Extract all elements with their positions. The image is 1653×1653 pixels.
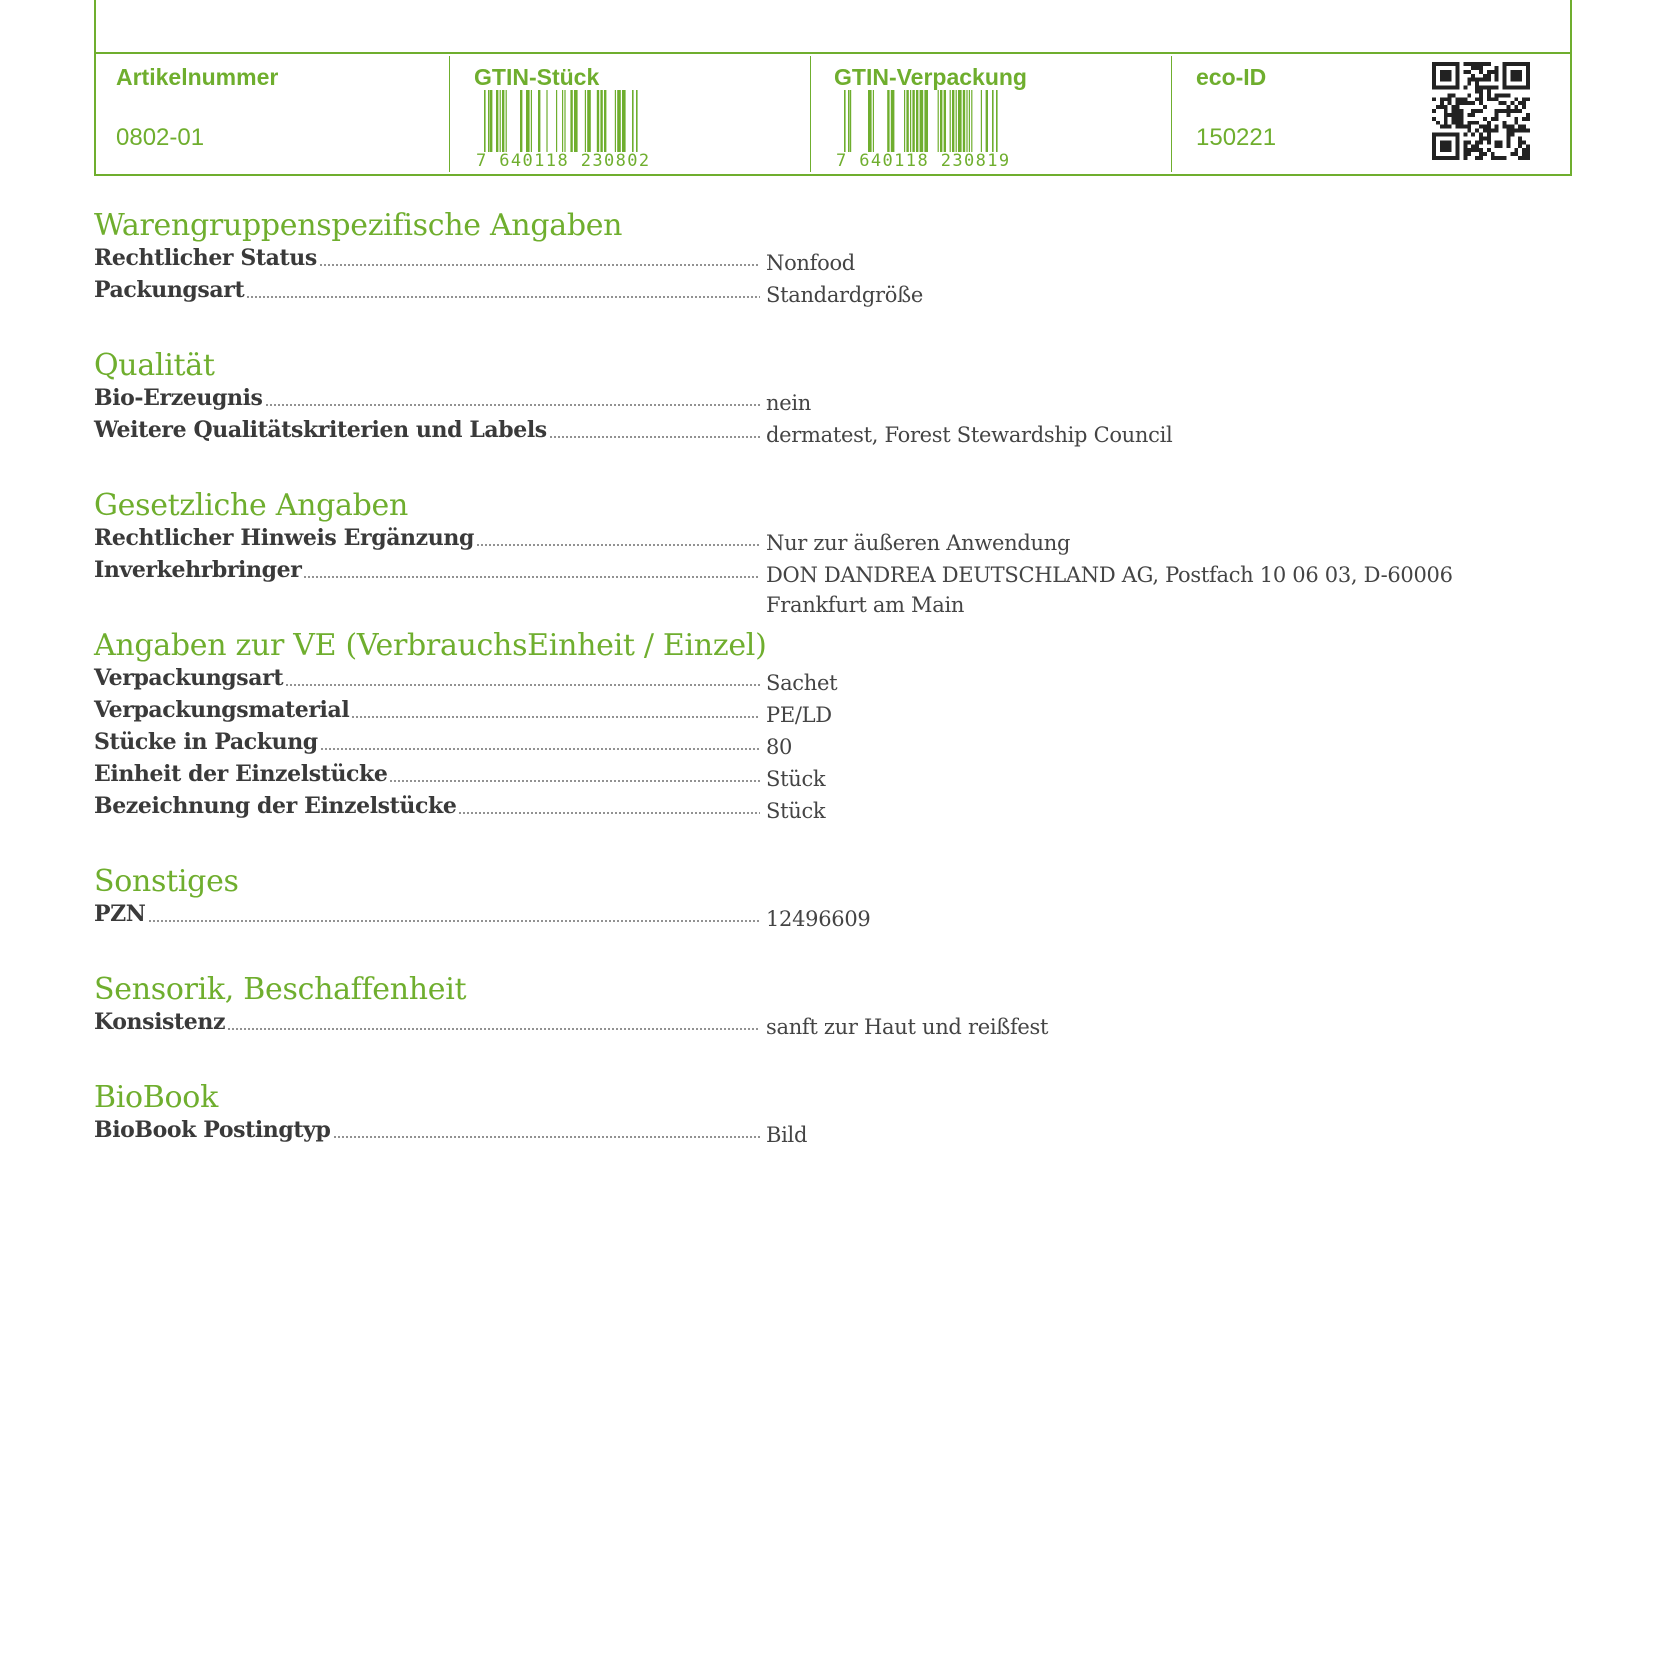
gtin-stueck-barcode <box>476 90 651 174</box>
spec-row <box>94 792 1554 824</box>
spec-value: Stück <box>766 767 826 791</box>
spec-key <box>94 384 760 412</box>
spec-value: dermatest, Forest Stewardship Council <box>766 423 1173 447</box>
dot-leader <box>285 682 760 688</box>
spec-row <box>94 384 1554 416</box>
gtin-stueck-barcode-number: 7 640118 230802 <box>476 151 651 171</box>
gtin-verpackung-barcode <box>836 90 1011 174</box>
section <box>94 1080 1554 1148</box>
eco-id-value: 150221 <box>1196 124 1277 151</box>
spec-value: Bild <box>766 1123 808 1147</box>
spec-key-label: BioBook Postingtyp <box>94 1117 331 1143</box>
gtin-verpackung-cell <box>814 54 1169 174</box>
spec-key <box>94 1008 760 1036</box>
spec-value: nein <box>766 391 811 415</box>
spec-row <box>94 900 1554 932</box>
dot-leader <box>303 574 760 580</box>
section-title: Sensorik, Beschaffenheit <box>94 972 467 1007</box>
section-title: BioBook <box>94 1080 218 1115</box>
spec-key <box>94 244 760 272</box>
dot-leader <box>227 1026 760 1032</box>
spec-sections <box>94 208 1554 1188</box>
section-title: Sonstiges <box>94 864 239 899</box>
header-column-divider <box>1171 56 1172 172</box>
artikelnummer-label: Artikelnummer <box>116 64 279 90</box>
dot-leader <box>389 778 760 784</box>
spec-key-label: Verpackungsart <box>94 665 284 691</box>
section <box>94 348 1554 448</box>
spec-key <box>94 664 760 692</box>
spec-key <box>94 760 760 788</box>
dot-leader <box>319 262 760 268</box>
dot-leader <box>148 918 760 924</box>
section-title: Angaben zur VE (VerbrauchsEinheit / Einzel) <box>94 628 767 663</box>
product-id-header <box>94 0 1572 176</box>
dot-leader <box>351 714 760 720</box>
spec-row <box>94 244 1554 276</box>
dot-leader <box>265 402 760 408</box>
spec-key-label: Weitere Qualitätskriterien und Labels <box>94 417 547 443</box>
eco-id-label: eco-ID <box>1196 64 1267 90</box>
spec-row <box>94 760 1554 792</box>
spec-value: sanft zur Haut und reißfest <box>766 1015 1049 1039</box>
spec-key <box>94 524 760 552</box>
artikelnummer-cell <box>96 54 446 174</box>
spec-row <box>94 524 1554 556</box>
spec-row <box>94 416 1554 448</box>
gtin-stueck-label: GTIN-Stück <box>474 64 600 90</box>
section <box>94 208 1554 308</box>
spec-key-label: Rechtlicher Hinweis Ergänzung <box>94 525 474 551</box>
spec-key-label: Konsistenz <box>94 1009 226 1035</box>
spec-value: Sachet <box>766 671 838 695</box>
spec-row <box>94 556 1554 617</box>
spec-key-label: PZN <box>94 901 146 927</box>
spec-row <box>94 728 1554 760</box>
spec-value: DON DANDREA DEUTSCHLAND AG, Postfach 10 06 03, D-60006 Frankfurt am Main <box>766 563 1453 617</box>
dot-leader <box>476 542 760 548</box>
spec-key-label: Packungsart <box>94 277 245 303</box>
spec-row <box>94 696 1554 728</box>
spec-row <box>94 276 1554 308</box>
spec-value: Nur zur äußeren Anwendung <box>766 531 1071 555</box>
section-title: Qualität <box>94 348 215 383</box>
spec-value: 12496609 <box>766 907 871 931</box>
spec-key <box>94 1116 760 1144</box>
spec-key <box>94 696 760 724</box>
section <box>94 628 1554 824</box>
gtin-verpackung-barcode-number: 7 640118 230819 <box>836 151 1011 171</box>
spec-key <box>94 556 760 584</box>
spec-row <box>94 1008 1554 1040</box>
spec-key-label: Bio-Erzeugnis <box>94 385 263 411</box>
section-title: Warengruppenspezifische Angaben <box>94 208 623 243</box>
spec-key <box>94 728 760 756</box>
spec-value: Stück <box>766 799 826 823</box>
dot-leader <box>320 746 760 752</box>
spec-key <box>94 416 760 444</box>
spec-key <box>94 900 760 928</box>
gtin-verpackung-label: GTIN-Verpackung <box>834 64 1027 90</box>
spec-value: Standardgröße <box>766 283 923 307</box>
spec-key-label: Inverkehrbringer <box>94 557 302 583</box>
dot-leader <box>458 810 760 816</box>
spec-key-label: Einheit der Einzelstücke <box>94 761 388 787</box>
dot-leader <box>549 434 760 440</box>
spec-value: Nonfood <box>766 251 855 275</box>
spec-key-label: Rechtlicher Status <box>94 245 317 271</box>
spec-row <box>94 1116 1554 1148</box>
section <box>94 864 1554 932</box>
spec-value: 80 <box>766 735 793 759</box>
qr-code-icon <box>1432 62 1530 160</box>
spec-key <box>94 276 760 304</box>
spec-key-label: Stücke in Packung <box>94 729 318 755</box>
header-column-divider <box>810 56 811 172</box>
dot-leader <box>246 294 760 300</box>
spec-value: PE/LD <box>766 703 832 727</box>
section <box>94 972 1554 1040</box>
dot-leader <box>333 1134 760 1140</box>
section-title: Gesetzliche Angaben <box>94 488 408 523</box>
spec-row <box>94 664 1554 696</box>
spec-key <box>94 792 760 820</box>
gtin-stueck-cell <box>454 54 809 174</box>
header-column-divider <box>449 56 450 172</box>
section <box>94 488 1554 617</box>
spec-key-label: Verpackungsmaterial <box>94 697 350 723</box>
artikelnummer-value: 0802-01 <box>116 124 205 151</box>
spec-key-label: Bezeichnung der Einzelstücke <box>94 793 457 819</box>
